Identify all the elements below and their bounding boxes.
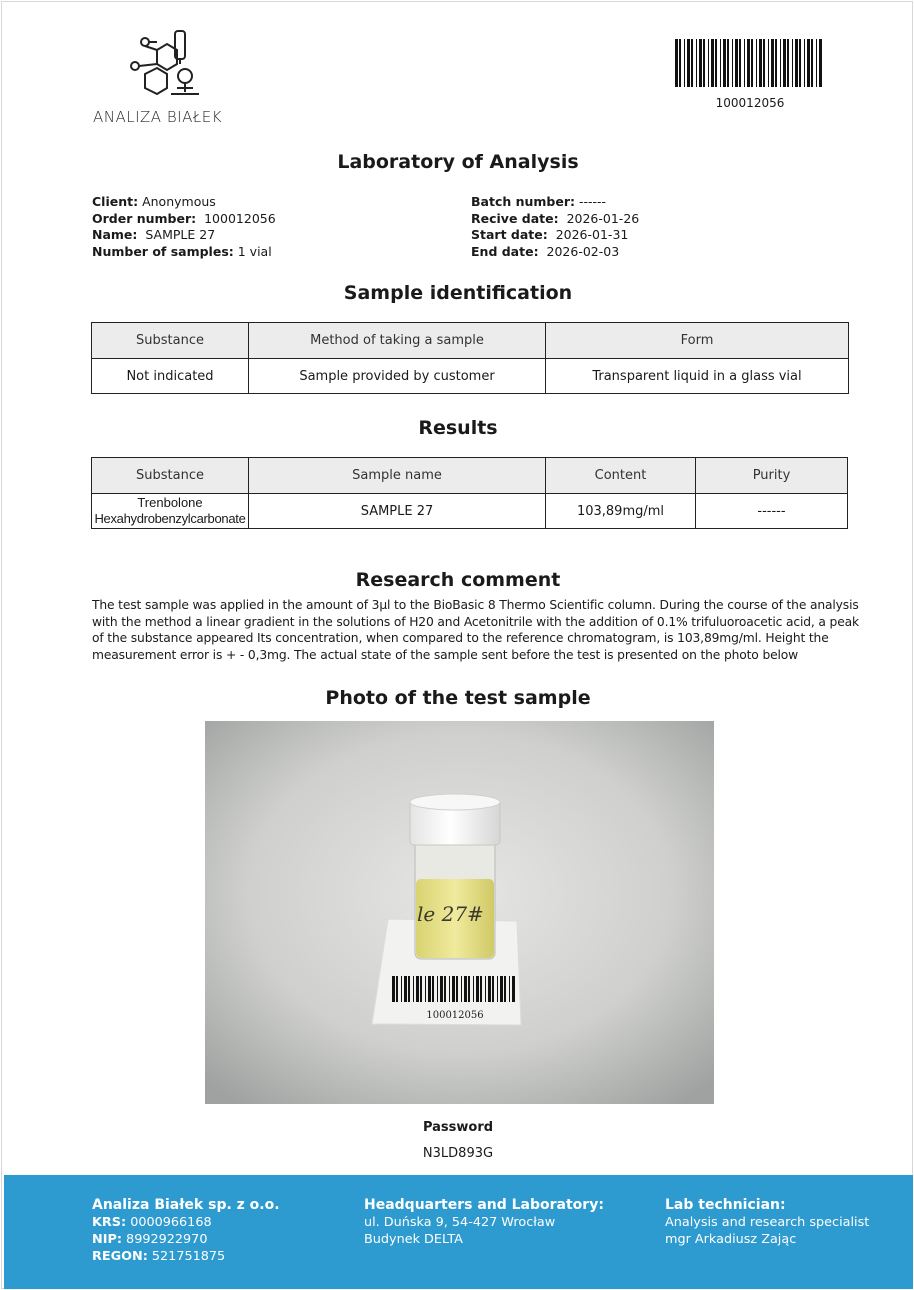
results-table [91, 457, 848, 529]
footer-company: Analiza Białek sp. z o.o. KRS: 0000966168 NIP: 8992922970 REGON: 521751875 [92, 1197, 280, 1264]
header-cell: Sample name [249, 458, 546, 494]
header-cell: Method of taking a sample [249, 323, 546, 359]
hq-heading: Headquarters and Laboratory: [364, 1197, 604, 1213]
info-recive-date: Recive date: 2026-01-26 [471, 210, 640, 226]
tech-heading: Lab technician: [665, 1197, 786, 1213]
info-batch-number: Batch number: ------ [471, 194, 607, 209]
table-header-row [92, 458, 848, 494]
table-cell: SAMPLE 27 [249, 494, 546, 529]
info-start-date: Start date: 2026-01-31 [471, 227, 629, 242]
header-cell: Purity [696, 458, 848, 494]
certificate-page [1, 1, 913, 1289]
company-name: Analiza Białek sp. z o.o. [92, 1197, 280, 1213]
company-logo [93, 28, 243, 128]
header-cell: Form [546, 323, 849, 359]
photo-label-number: 100012056 [426, 1010, 484, 1021]
footer [4, 1175, 913, 1289]
research-comment-heading: Research comment [355, 569, 561, 591]
table-cell: Sample provided by customer [249, 359, 546, 394]
photo-heading: Photo of the test sample [325, 687, 591, 709]
table-cell: 103,89mg/ml [546, 494, 696, 529]
info-right [471, 194, 639, 260]
header-cell: Substance [92, 323, 249, 359]
password-label: Password [422, 1120, 494, 1135]
barcode-number: 100012056 [715, 96, 785, 110]
barcode-icon [675, 39, 825, 87]
sample-photo [205, 721, 714, 1104]
table-header-row [92, 323, 849, 359]
molecule-microscope-icon [127, 28, 207, 103]
table-row [92, 494, 848, 529]
research-comment-text: The test sample was applied in the amount of 3µl to the BioBasic 8 Thermo Scientific column. During the course of the analysis with the method a linear gradient in the solutions of H20 and Acetonitrile with the addition of 0.1% trifuluoroacetic acid, a peak of the substance appeared Its concentration, when compared to the reference chromatogram, is 103,89mg/ml. Height the measurement error is + - 0,3mg. The actual state of the sample sent before the test is presented on the photo below [92, 598, 859, 662]
table-cell: Not indicated [92, 359, 249, 394]
vial-handwriting: le 27# [417, 902, 484, 926]
info-end-date: End date: 2026-02-03 [471, 243, 620, 259]
info-client: Client: Anonymous [92, 194, 216, 209]
info-name: Name: SAMPLE 27 [92, 227, 216, 242]
info-order-number: Order number: 100012056 [92, 210, 276, 226]
footer-lab-technician: Lab technician: Analysis and research specialist mgr Arkadiusz Zając [665, 1197, 870, 1247]
table-cell: Transparent liquid in a glass vial [546, 359, 849, 394]
info-left [92, 194, 276, 260]
page-title: Laboratory of Analysis [337, 151, 579, 173]
sample-identification-heading: Sample identification [343, 282, 573, 304]
table-cell: ------ [696, 494, 848, 529]
identification-table [91, 322, 849, 394]
password-value: N3LD893G [422, 1146, 494, 1161]
info-number-of-samples: Number of samples: 1 vial [92, 243, 272, 259]
header-cell: Substance [92, 458, 249, 494]
footer-headquarters: Headquarters and Laboratory: ul. Duńska 9, 54-427 Wrocław Budynek DELTA [364, 1197, 604, 1247]
results-heading: Results [418, 417, 498, 439]
header-cell: Content [546, 458, 696, 494]
substance-cell: Trenbolone Hexahydrobenzylcarbonate [92, 494, 249, 529]
table-row [92, 359, 849, 394]
logo-text: ANALIZA BIAŁEK [93, 108, 223, 126]
